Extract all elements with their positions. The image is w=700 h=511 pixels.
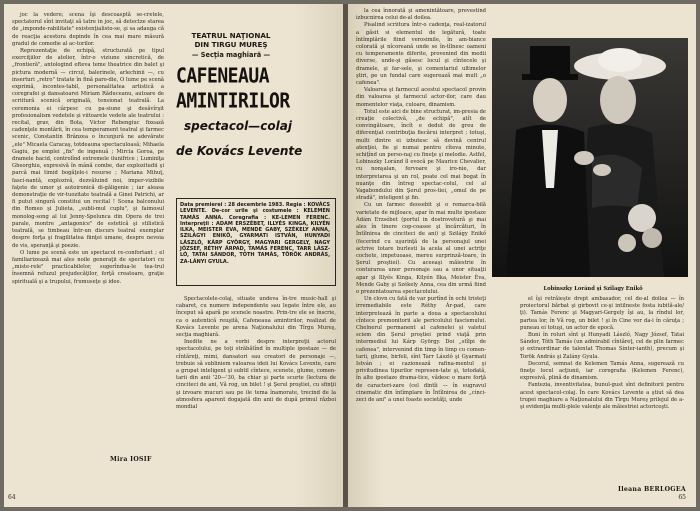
paragraph: Spectacolele-colaj, situate undeva în-tre music-hall şi cabaret, cu numere independente sau legate între ele, au început să apară pe scenele noastre. Prin-tre ele se înscrie, ca o autentică reuşită, Cafeneaua amintirilor, realizat de Kovács Levente pe arena Naţionalului din Tîrgu Mureş, secţia maghiară. bbox=[176, 296, 336, 339]
subtitle-line-1: spectacol—colaj bbox=[184, 119, 292, 134]
paragraph: Reprezentaţie de echipă, structurată pe tipul exerciţiilor de atelier, într-o viziune sincretică, de „frontieră", antologind efteva teme theatrice din balet şi pictura modernă — circul, balerinele, arlechinii —, cu inserturi „retro" tratate în fină paro-die, O lume pe scenă exprimă, incontes-tabil, personalitatea artistică a coregrafei şi dansatoarei Miriam Răduceanu, autoare de scriitură scenică originală, tensionat teatrală. La ceremonia ei cârpesc cu pa-siune şi desăvîrşit profesionalism vedetele şi viitoarele vedete ale teatrului : recital, grav, din Bota, Victor Rebengiuc fixează cadenţele montării, în cea temperament teatral şi farmec scenic, Constantin Brânzea o încunjură ne adevărate „ele" Micaela Caracaş, totdeauna spectaculoasă; Mihaela Gagiu, pe emplei „fix" de ingenuă ; Mircia Goroa, pe dramele bacid, controlînd extremele ilunifrice ; Luminiţa Gheorghiu, expresivă în mână combe, dar explozitudii şi parcă mai timid bogăţele-i resurse ; Mariana Mihuţ, fasci-nantă, explozivă, dezvăluind noi, imper-vizibile faţete de umor şi autoironică di-găligenie ; iar aleasa demonstraţie de vir-tuozitate teatrală a Ginei Patrichi, ar fi putut singură constitui un recital ! Scena balconului din Romeo şi Julieta, „subli-mul cuplu", şi faimosul monolog-song al lui Jenny-Spelunca din Opera de trei parale, montre „antagonice" de estetică şi stilistică teatrală, se timbeau într-un discurs teatral exemplar despre forţa şi fragilitatea fiinţei umane, despre nevoia de vis, speranţă şi poezie. bbox=[12, 48, 164, 249]
paragraph: Totul este aici de bine structurat, im-presia de creaţie colectivă, „de echipă", atît de convingătoare, încît e dedut de greu de diferenţiat contribuţia fiecărui interpret ; totuşi, multi dintre ei izbutesc să devină centrul atenţiei, fie şi numai pentru cîteva minute, schiţînd un perso-naj cu fineţe şi melodie. Astfel, Lobinszky Loránd îl evocă pe Maurice Chevalier, cu nonşalan, fervoare şi iro-nie, dar interpretarea şi un rol, poate cel mai bogat în nuanţe din întreg spectac-colul, cel al Vagabondului din Şerul pros-tiei, „omul de pe stradă", inteligent şi fin. bbox=[356, 108, 487, 202]
page-number-right: 65 bbox=[678, 494, 686, 501]
title-line-2: AMINTIRILOR bbox=[176, 89, 290, 114]
left-page bbox=[4, 4, 344, 507]
production-credits: Data premierei : 28 decembrie 1983. Regia : KOVÁCS LEVENTE. De-cor urile şi costumele : KELEMEN TAMÁS ANNA. Coregrafia : KE-LEMEN FERENC. Interpreţii : ADAM ERSZÉBET, ILLYÉS KINGA, KILYÉN ILKA, MEISTER EVA, MENDE GABY, SZÉKELY ANNA, SZILÁGYI ENIKŐ, GYARMATI ISTVÁN, HUNYADI LÁSZLÓ, KÁRP GYÖRGY, MAGYARI GERGELY, NAGY JÓZSEF, RÉTHY ÁRPAD, TAMÁS FERENC, TARR LÁSZ-LÓ, TATAI SÁNDOR, TÓTH TAMÁS, TÖRÖK ANDRÁS, ZA-LÁNYI GYULA. bbox=[180, 202, 330, 265]
review-header bbox=[176, 32, 338, 159]
right-page-column-2 bbox=[520, 296, 684, 411]
paragraph: Valoarea şi farmecul acestui spectacol provin din valoarea şi farmecul actor-ilor, care dau momentelor viaţa, culoare, dinamism. bbox=[356, 87, 486, 108]
left-page-column-2 bbox=[176, 296, 336, 411]
title-line-1: CAFENEAUA bbox=[176, 64, 270, 89]
photo-two-actors-illustration bbox=[492, 38, 688, 277]
production-photo bbox=[492, 38, 688, 277]
photo-caption: Lobinszky Loránd şi Szilagy Enikő bbox=[543, 286, 643, 292]
paragraph: Buni în roluri sînt şi Hunyadi László, Nagy József, Tatai Sándor, Tóth Tamás (un admirabil cîntăreţ, cel de plin farmec şi extraordinar de talentat Thomas Sinter-ianth), precum şi Torök András şi Zalány Gyula. bbox=[520, 332, 684, 360]
paragraph: Cu un farmec deosebit şi o remarca-bilă varietate de mijloace, apar în mai multe ipostaze Ádám Erzsébet (portul in dostrovetură şi mai ales în tinere cop-coasee şi încărcături, în Întîlnirea de cinciteci de ani) şi Szilágy Enikő (fecerind cu uşurinţă de la personajul unei actrive totare burlesti la acela al unei actriţe cochete, impetuoase, mereu surprinză-toare, în Şerul proştiei). Cu aceeaşi măiestrie în conturarea unor personaje sau a unor situaţii apar şi Illyés Kinga, Kilyén Ilka, Meister Éva, Mende Gaby şi Székely Anna, cea din urmă fiind o prezentatoarea spectacolului. bbox=[356, 202, 486, 295]
author-mira-iosif: Mira IOSIF bbox=[110, 456, 152, 463]
page-number-left: 64 bbox=[8, 494, 16, 501]
paragraph: Fantezia, inventivitatea, bunul-gust sînt definitorii pentru acest spectacol-colaj. În care Kovács Levente a ştiut să dea trupei maghiare a Naţionalului din Tîrgu Mureş prilejul de a-şi evidenţia multi-plele valenţe ale măiestriei actoriceşti. bbox=[520, 382, 684, 411]
paragraph: el îşi retrăiește drept ambasador, cel de-al doilea — în proiectorul bărbat şi girbovit ce-şi intilneste fosta iubită-ale/ţi). Tamás Ferenc şi Magyari-Gergely îşi au, la rîndul lor, partea lor, în Vă rog, un bilet ! şi în Cine vor da-i în căruţa ; puneau ei totuşi, un actor de epocă. bbox=[520, 296, 684, 331]
paragraph: Decorul, semnat de Kelemen Tamás Anna, sugerează cu fineţe locul acţiunii, iar coregrafia (Kelemen Ferenc), expresivă, plină de dinamism. bbox=[520, 360, 684, 382]
subtitle-line-2: de Kovács Levente bbox=[176, 144, 303, 159]
right-page bbox=[348, 4, 696, 507]
paragraph: la cea înnorată şi amenintătoare, prevestind izbucnirea celui de-al doilea. bbox=[356, 8, 486, 22]
theater-name-line-1: TEATRUL NAŢIONAL bbox=[191, 31, 271, 40]
author-ileana-berlogea: Ileana BERLOGEA bbox=[618, 486, 686, 493]
paragraph: joc la vedere; scena îşi descoasptă se-cretele, spectatorul sînt invitaţi să tatre in joc, să detectze starea de „imponde-rabilitate" existenţialisto-se, şi sa adauga că de reacţia acestora depinde în cea mai mare măsură gradul de comedie al ac-torilor. bbox=[12, 12, 164, 47]
section-label: — Secţia maghiară — bbox=[191, 51, 271, 60]
left-page-column-1 bbox=[12, 12, 164, 286]
right-page-column-1 bbox=[356, 8, 486, 404]
paragraph: Un clovn cu fată de var purtînd în ochi tristeţi irremediabile este Réthy Ár-pad, care interpretează în parte a doua a spectacolului cîntece premonitorii ale pericolului fascismului. Chelnerul permanent al cafenelei și valetul sciem din Șerul proştiei prind viaţă prin intermediul lui Kárp György. Doi „stîlpi de cafenea", intervenind din timp în timp cu comen-tarii, glume, birfeli, sînt Tarr László şi Gyarmati István ; ei cazionează rafina-mentul şi privitudinea tipurilor represen-tate şi, totodată, în alte ipostaze drama-tice, vădesc o mare forţă de caracteri-zare (cel dintîi — în eugravul cinematic din întîmplare în Întîlnirea de „cinci-zeci de ani" a unei foaste societăţi, unde bbox=[356, 296, 486, 403]
paragraph: O lume pe scenă este un spectacol re-confortant ; el familiarizează mai ales noile generaţii de spectatori cu „miste-rele" practicabilelor, sugerîndua-le tea-trul însemnă refuzul prejudecăţilor, forţă creatoare, graţie spirituală şi a trupului, frumuseţe şi idee. bbox=[12, 249, 164, 285]
paragraph: Inedite ne a vorbi despre interpreţii actorul spectacolului, pe toţi străbătînd în multiple ipostaze — de cîntăreţi, mimi, dansatori sau creatori de personaje —, trebuie să subliniem valoarea ideii lui Kovács Levente, care a grupat inteligent şi subtil cîntece, scenete, glume, comen-tarii din anii '20—'30, ba chiar şi parte scurte (lectura de cinciteci de ani, Vă rog, un bilet ! şi Şerul proştiei, cu sfinţii şi izvoare mucuri sau pe ile tema înamorate, trecind de la atmosfera aparent dogajată din anii de după primul război mondial bbox=[176, 339, 336, 411]
paragraph: Pisalind scriitura într-o cadenţa, real-izatorul a găsit si elementul de legătură, toate întîmplările fiind verosimile, în am-biance colorată şi nîcoreană unde se în-tîlnesc oameni cu temperamente diferite, provenind din medii diverse, unde-şi găsesc locul şi cîntecele şi dramele, şi far-sele, şi comentariul ultimelor ştiri, pe un fundal care sugerează mai mult „o cafenea". bbox=[356, 22, 486, 87]
theater-name-line-2: DIN TIRGU MUREŞ bbox=[194, 39, 268, 49]
